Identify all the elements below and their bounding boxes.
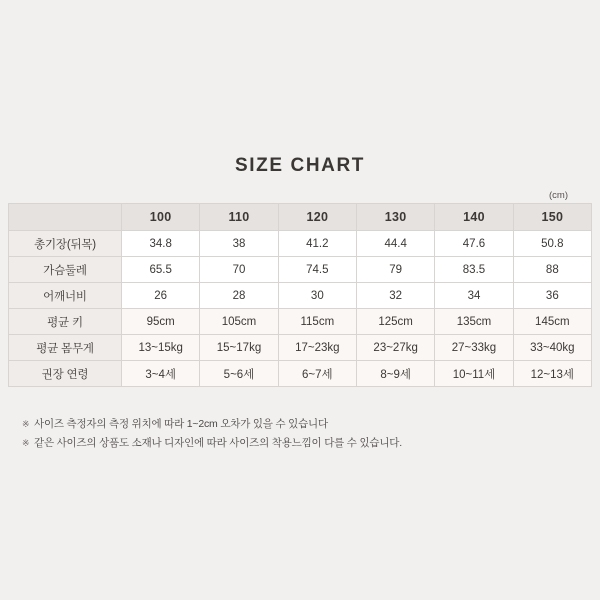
cell-avg-weight-150: 33~40kg — [513, 335, 591, 361]
cell-chest-150: 88 — [513, 257, 591, 283]
cell-avg-weight-100: 13~15kg — [122, 335, 200, 361]
cell-recommended-age-130: 8~9세 — [356, 361, 434, 387]
cell-avg-height-140: 135cm — [435, 309, 513, 335]
cell-total-length-100: 34.8 — [122, 231, 200, 257]
row-label-avg-height: 평균 키 — [9, 309, 122, 335]
header-size-120: 120 — [278, 204, 356, 231]
cell-chest-130: 79 — [356, 257, 434, 283]
cell-chest-110: 70 — [200, 257, 278, 283]
cell-avg-weight-120: 17~23kg — [278, 335, 356, 361]
row-label-recommended-age: 권장 연령 — [9, 361, 122, 387]
cell-shoulder-120: 30 — [278, 283, 356, 309]
table-row — [9, 361, 592, 387]
cell-shoulder-140: 34 — [435, 283, 513, 309]
cell-avg-height-150: 145cm — [513, 309, 591, 335]
cell-avg-weight-140: 27~33kg — [435, 335, 513, 361]
header-size-150: 150 — [513, 204, 591, 231]
cell-total-length-120: 41.2 — [278, 231, 356, 257]
table-row — [9, 309, 592, 335]
note-text: 사이즈 측정자의 측정 위치에 따라 1~2cm 오차가 있을 수 있습니다 — [34, 418, 328, 430]
cell-avg-weight-130: 23~27kg — [356, 335, 434, 361]
row-label-chest: 가슴둘레 — [9, 257, 122, 283]
cell-avg-weight-110: 15~17kg — [200, 335, 278, 361]
table-body — [9, 231, 592, 387]
header-size-100: 100 — [122, 204, 200, 231]
table-row — [9, 335, 592, 361]
cell-shoulder-150: 36 — [513, 283, 591, 309]
unit-label: (cm) — [549, 190, 568, 201]
note-item — [22, 415, 582, 434]
note-bullet-icon: ※ — [22, 419, 30, 429]
notes-section — [22, 415, 582, 453]
table-row — [9, 283, 592, 309]
cell-total-length-110: 38 — [200, 231, 278, 257]
cell-recommended-age-100: 3~4세 — [122, 361, 200, 387]
cell-total-length-140: 47.6 — [435, 231, 513, 257]
table-header — [9, 204, 592, 231]
page-title: SIZE CHART — [235, 155, 365, 176]
cell-avg-height-120: 115cm — [278, 309, 356, 335]
row-label-avg-weight: 평균 몸무게 — [9, 335, 122, 361]
cell-recommended-age-140: 10~11세 — [435, 361, 513, 387]
cell-avg-height-130: 125cm — [356, 309, 434, 335]
header-size-140: 140 — [435, 204, 513, 231]
header-size-110: 110 — [200, 204, 278, 231]
row-label-shoulder: 어깨너비 — [9, 283, 122, 309]
header-corner — [9, 204, 122, 231]
header-size-130: 130 — [356, 204, 434, 231]
cell-total-length-130: 44.4 — [356, 231, 434, 257]
cell-recommended-age-120: 6~7세 — [278, 361, 356, 387]
note-text: 같은 사이즈의 상품도 소재나 디자인에 따라 사이즈의 착용느낌이 다를 수 있습니다. — [34, 437, 402, 449]
cell-chest-100: 65.5 — [122, 257, 200, 283]
table-row — [9, 257, 592, 283]
row-label-total-length: 총기장(뒤목) — [9, 231, 122, 257]
cell-shoulder-110: 28 — [200, 283, 278, 309]
cell-chest-140: 83.5 — [435, 257, 513, 283]
note-item — [22, 434, 582, 453]
cell-shoulder-130: 32 — [356, 283, 434, 309]
size-chart-table — [8, 203, 592, 387]
cell-shoulder-100: 26 — [122, 283, 200, 309]
cell-total-length-150: 50.8 — [513, 231, 591, 257]
cell-recommended-age-110: 5~6세 — [200, 361, 278, 387]
table-header-row — [9, 204, 592, 231]
cell-chest-120: 74.5 — [278, 257, 356, 283]
note-bullet-icon: ※ — [22, 438, 30, 448]
table-row — [9, 231, 592, 257]
cell-avg-height-110: 105cm — [200, 309, 278, 335]
cell-avg-height-100: 95cm — [122, 309, 200, 335]
size-chart-table-wrapper — [8, 203, 592, 387]
cell-recommended-age-150: 12~13세 — [513, 361, 591, 387]
